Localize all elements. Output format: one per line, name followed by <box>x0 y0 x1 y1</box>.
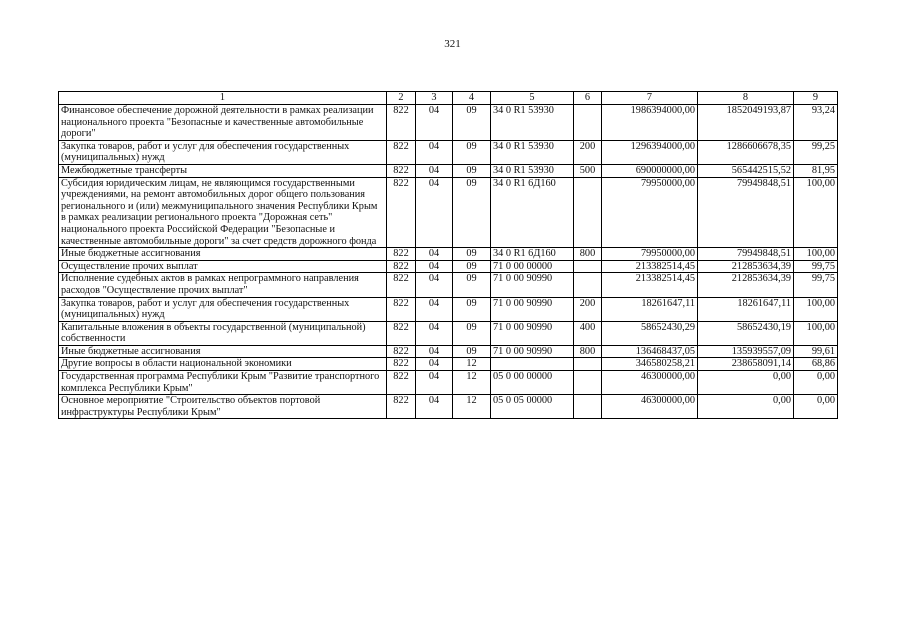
target-article-cell: 34 0 R1 53930 <box>491 164 574 177</box>
header-cell: 2 <box>387 92 416 105</box>
section-cell: 04 <box>416 164 453 177</box>
subsection-cell: 09 <box>453 260 491 273</box>
target-article-cell: 71 0 00 90990 <box>491 345 574 358</box>
target-article-cell: 05 0 00 00000 <box>491 371 574 395</box>
approved-amount-cell: 46300000,00 <box>602 395 698 419</box>
header-cell: 8 <box>698 92 794 105</box>
subsection-cell: 09 <box>453 164 491 177</box>
row-name-cell: Межбюджетные трансферты <box>59 164 387 177</box>
expense-type-cell: 200 <box>574 297 602 321</box>
approved-amount-cell: 58652430,29 <box>602 321 698 345</box>
target-article-cell: 71 0 00 90990 <box>491 297 574 321</box>
admin-code-cell: 822 <box>387 358 416 371</box>
header-row <box>59 92 838 105</box>
approved-amount-cell: 346580258,21 <box>602 358 698 371</box>
admin-code-cell: 822 <box>387 177 416 248</box>
header-cell: 7 <box>602 92 698 105</box>
subsection-cell: 12 <box>453 395 491 419</box>
target-article-cell: 05 0 05 00000 <box>491 395 574 419</box>
approved-amount-cell: 690000000,00 <box>602 164 698 177</box>
section-cell: 04 <box>416 345 453 358</box>
expense-type-cell: 400 <box>574 321 602 345</box>
table-row <box>59 260 838 273</box>
execution-percent-cell: 93,24 <box>794 105 838 141</box>
admin-code-cell: 822 <box>387 345 416 358</box>
subsection-cell: 12 <box>453 358 491 371</box>
execution-percent-cell: 0,00 <box>794 371 838 395</box>
execution-percent-cell: 68,86 <box>794 358 838 371</box>
executed-amount-cell: 18261647,11 <box>698 297 794 321</box>
section-cell: 04 <box>416 273 453 297</box>
expense-type-cell: 800 <box>574 248 602 261</box>
page-number: 321 <box>444 38 461 50</box>
executed-amount-cell: 212853634,39 <box>698 273 794 297</box>
approved-amount-cell: 213382514,45 <box>602 273 698 297</box>
header-cell: 4 <box>453 92 491 105</box>
subsection-cell: 12 <box>453 371 491 395</box>
executed-amount-cell: 79949848,51 <box>698 248 794 261</box>
admin-code-cell: 822 <box>387 105 416 141</box>
subsection-cell: 09 <box>453 105 491 141</box>
table-row <box>59 297 838 321</box>
target-article-cell: 34 0 R1 6Д160 <box>491 177 574 248</box>
row-name-cell: Закупка товаров, работ и услуг для обеспечения государственных (муниципальных) нужд <box>59 297 387 321</box>
execution-percent-cell: 100,00 <box>794 297 838 321</box>
subsection-cell: 09 <box>453 140 491 164</box>
execution-percent-cell: 100,00 <box>794 321 838 345</box>
expense-type-cell <box>574 260 602 273</box>
table-row <box>59 105 838 141</box>
row-name-cell: Капитальные вложения в объекты государственной (муниципальной) собственности <box>59 321 387 345</box>
row-name-cell: Осуществление прочих выплат <box>59 260 387 273</box>
expense-type-cell <box>574 371 602 395</box>
section-cell: 04 <box>416 105 453 141</box>
row-name-cell: Финансовое обеспечение дорожной деятельности в рамках реализации национального проекта "Безопасные и качественные автомобильные дороги" <box>59 105 387 141</box>
subsection-cell: 09 <box>453 177 491 248</box>
approved-amount-cell: 79950000,00 <box>602 248 698 261</box>
executed-amount-cell: 0,00 <box>698 395 794 419</box>
admin-code-cell: 822 <box>387 248 416 261</box>
expense-type-cell: 200 <box>574 140 602 164</box>
table-row <box>59 273 838 297</box>
section-cell: 04 <box>416 297 453 321</box>
admin-code-cell: 822 <box>387 371 416 395</box>
row-name-cell: Другие вопросы в области национальной экономики <box>59 358 387 371</box>
approved-amount-cell: 1986394000,00 <box>602 105 698 141</box>
admin-code-cell: 822 <box>387 273 416 297</box>
executed-amount-cell: 135939557,09 <box>698 345 794 358</box>
approved-amount-cell: 46300000,00 <box>602 371 698 395</box>
admin-code-cell: 822 <box>387 164 416 177</box>
execution-percent-cell: 99,75 <box>794 260 838 273</box>
target-article-cell: 34 0 R1 53930 <box>491 140 574 164</box>
header-cell: 1 <box>59 92 387 105</box>
subsection-cell: 09 <box>453 345 491 358</box>
execution-percent-cell: 81,95 <box>794 164 838 177</box>
expense-type-cell <box>574 358 602 371</box>
table-row <box>59 371 838 395</box>
execution-percent-cell: 99,25 <box>794 140 838 164</box>
executed-amount-cell: 79949848,51 <box>698 177 794 248</box>
header-cell: 3 <box>416 92 453 105</box>
expense-type-cell: 500 <box>574 164 602 177</box>
admin-code-cell: 822 <box>387 321 416 345</box>
table-row <box>59 248 838 261</box>
execution-percent-cell: 0,00 <box>794 395 838 419</box>
expense-type-cell <box>574 105 602 141</box>
admin-code-cell: 822 <box>387 260 416 273</box>
row-name-cell: Исполнение судебных актов в рамках непрограммного направления расходов "Осуществление прочих выплат" <box>59 273 387 297</box>
admin-code-cell: 822 <box>387 140 416 164</box>
section-cell: 04 <box>416 248 453 261</box>
admin-code-cell: 822 <box>387 297 416 321</box>
expense-type-cell <box>574 273 602 297</box>
subsection-cell: 09 <box>453 273 491 297</box>
row-name-cell: Закупка товаров, работ и услуг для обеспечения государственных (муниципальных) нужд <box>59 140 387 164</box>
expense-type-cell: 800 <box>574 345 602 358</box>
executed-amount-cell: 212853634,39 <box>698 260 794 273</box>
table-row <box>59 177 838 248</box>
target-article-cell: 71 0 00 00000 <box>491 260 574 273</box>
approved-amount-cell: 136468437,05 <box>602 345 698 358</box>
execution-percent-cell: 100,00 <box>794 248 838 261</box>
row-name-cell: Иные бюджетные ассигнования <box>59 248 387 261</box>
budget-table <box>58 91 838 419</box>
approved-amount-cell: 79950000,00 <box>602 177 698 248</box>
section-cell: 04 <box>416 358 453 371</box>
approved-amount-cell: 1296394000,00 <box>602 140 698 164</box>
approved-amount-cell: 213382514,45 <box>602 260 698 273</box>
target-article-cell: 34 0 R1 53930 <box>491 105 574 141</box>
row-name-cell: Государственная программа Республики Крым "Развитие транспортного комплекса Республики Крым" <box>59 371 387 395</box>
subsection-cell: 09 <box>453 248 491 261</box>
subsection-cell: 09 <box>453 321 491 345</box>
executed-amount-cell: 238658091,14 <box>698 358 794 371</box>
executed-amount-cell: 0,00 <box>698 371 794 395</box>
table-row <box>59 164 838 177</box>
target-article-cell: 34 0 R1 6Д160 <box>491 248 574 261</box>
section-cell: 04 <box>416 321 453 345</box>
section-cell: 04 <box>416 260 453 273</box>
admin-code-cell: 822 <box>387 395 416 419</box>
expense-type-cell <box>574 177 602 248</box>
header-cell: 6 <box>574 92 602 105</box>
execution-percent-cell: 99,61 <box>794 345 838 358</box>
header-cell: 5 <box>491 92 574 105</box>
section-cell: 04 <box>416 140 453 164</box>
row-name-cell: Субсидия юридическим лицам, не являющимся государственными учреждениями, на ремонт автомобильных дорог общего пользования регионального и (или) межмуниципального значения Республики Крым в рамках реализации регионального проекта "Дорожная сеть" национального проекта Российской Федерации "Безопасные и качественные автомобильные дороги" за счет средств дорожного фонда <box>59 177 387 248</box>
expense-type-cell <box>574 395 602 419</box>
row-name-cell: Иные бюджетные ассигнования <box>59 345 387 358</box>
executed-amount-cell: 565442515,52 <box>698 164 794 177</box>
table-row <box>59 358 838 371</box>
row-name-cell: Основное мероприятие "Строительство объектов портовой инфраструктуры Республики Крым" <box>59 395 387 419</box>
executed-amount-cell: 58652430,19 <box>698 321 794 345</box>
table-row <box>59 395 838 419</box>
section-cell: 04 <box>416 371 453 395</box>
executed-amount-cell: 1852049193,87 <box>698 105 794 141</box>
target-article-cell <box>491 358 574 371</box>
table-row <box>59 140 838 164</box>
table-row <box>59 345 838 358</box>
execution-percent-cell: 99,75 <box>794 273 838 297</box>
header-cell: 9 <box>794 92 838 105</box>
execution-percent-cell: 100,00 <box>794 177 838 248</box>
section-cell: 04 <box>416 395 453 419</box>
table-row <box>59 321 838 345</box>
subsection-cell: 09 <box>453 297 491 321</box>
section-cell: 04 <box>416 177 453 248</box>
target-article-cell: 71 0 00 90990 <box>491 273 574 297</box>
executed-amount-cell: 1286606678,35 <box>698 140 794 164</box>
target-article-cell: 71 0 00 90990 <box>491 321 574 345</box>
approved-amount-cell: 18261647,11 <box>602 297 698 321</box>
